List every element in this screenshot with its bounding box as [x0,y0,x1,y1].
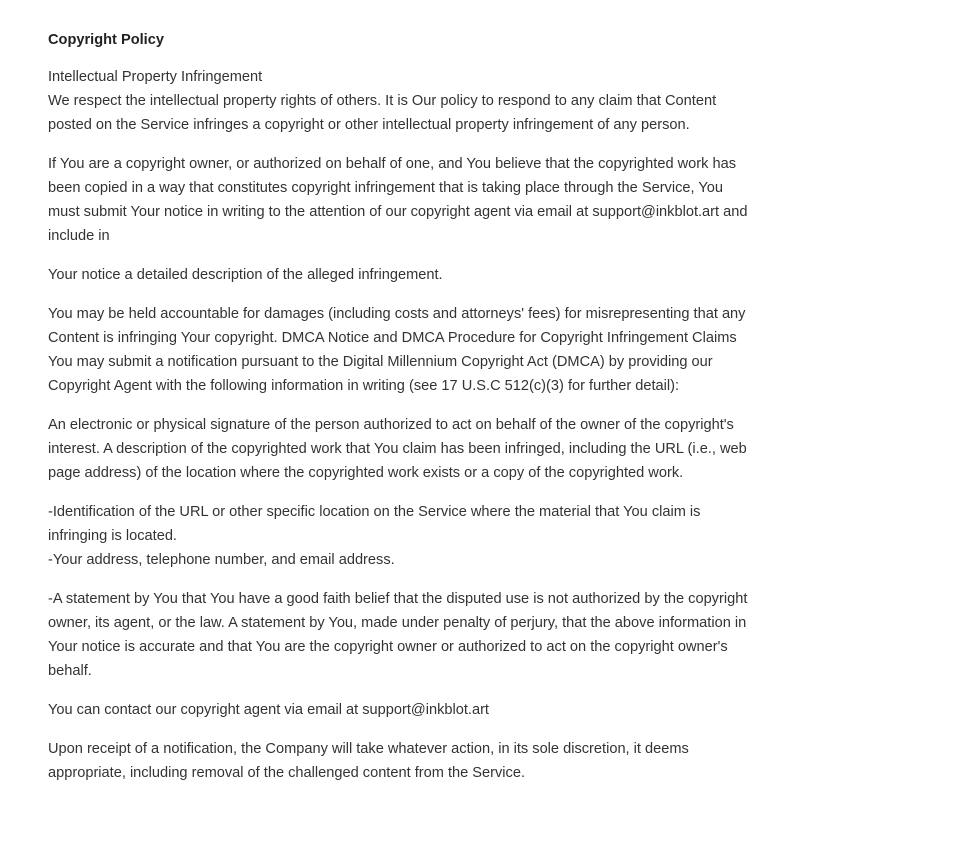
identification-paragraph [48,500,758,572]
subheading: Intellectual Property Infringement [48,69,263,85]
notice-description-paragraph: Your notice a detailed description of the alleged infringement. [48,267,443,283]
dmca-paragraph: You may be held accountable for damages (including costs and attorneys' fees) for misrepresenting that any Content is infringing Your copyright. DMCA Notice and DMCA Procedure for Copyright Infringement Claims You may submit a notification pursuant to the Digital Millennium Copyright Act (DMCA) by providing our Copyright Agent with the following information in writing (see 17 U.S.C 512(c)(3) for further detail): [48,306,746,394]
page-title: Copyright Policy [48,32,164,48]
contact-agent-paragraph: You can contact our copyright agent via email at support@inkblot.art [48,702,489,718]
notice-paragraph: If You are a copyright owner, or authorized on behalf of one, and You believe that the copyrighted work has been copied in a way that constitutes copyright infringement that is taking place through the Service, You must submit Your notice in writing to the attention of our copyright agent via email at support@inkblot.art and include in [48,156,748,244]
closing-paragraph: Upon receipt of a notification, the Company will take whatever action, in its sole discretion, it deems appropriate, including removal of the challenged content from the Service. [48,741,689,781]
intro-text: We respect the intellectual property rights of others. It is Our policy to respond to any claim that Content posted on the Service infringes a copyright or other intellectual property infringement of any person. [48,93,717,133]
statement-paragraph: -A statement by You that You have a good faith belief that the disputed use is not authorized by the copyright owner, its agent, or the law. A statement by You, made under penalty of perjury, that the above information in Your notice is accurate and that You are the copyright owner or authorized to act on the copyright owner's behalf. [48,591,748,679]
identification-item: -Identification of the URL or other specific location on the Service where the material that You claim is infringing is located. [48,504,701,544]
contact-details-item: -Your address, telephone number, and email address. [48,552,395,568]
signature-paragraph: An electronic or physical signature of the person authorized to act on behalf of the owner of the copyright's interest. A description of the copyrighted work that You claim has been infringed, including the URL (i.e., web page address) of the location where the copyrighted work exists or a copy of the copyrighted work. [48,417,747,481]
intro-paragraph [48,65,758,137]
copyright-policy-section [48,30,758,800]
